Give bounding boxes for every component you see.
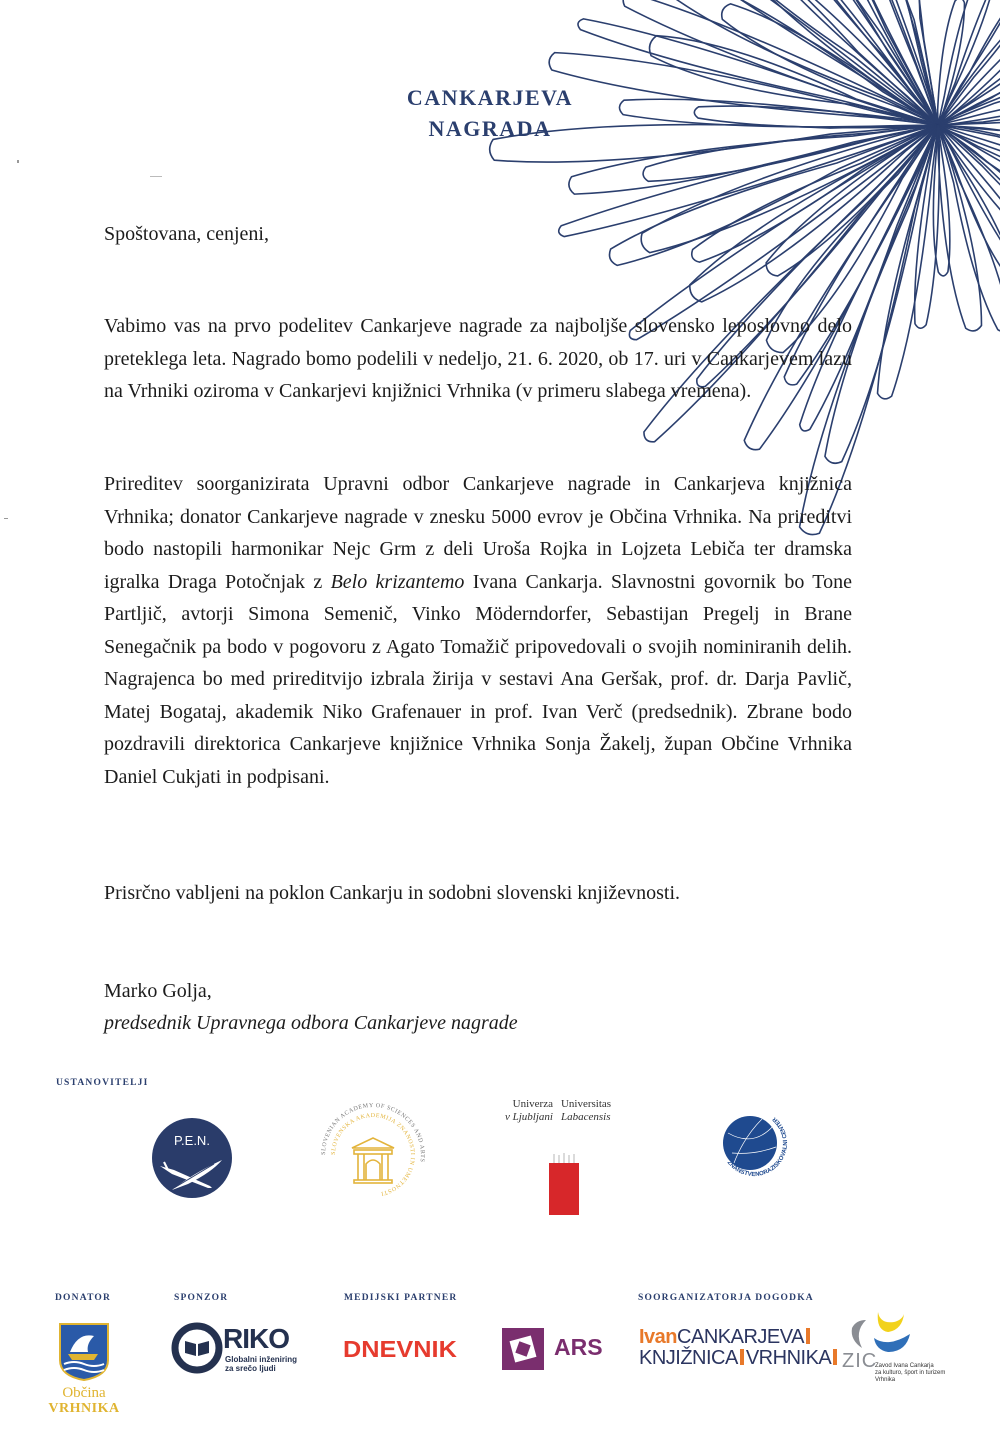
uni-text-4: Labacensis (560, 1111, 611, 1123)
flower-petal (643, 125, 938, 181)
flower-petal (623, 0, 938, 125)
obcina-vrhnika-wordmark (44, 1385, 124, 1417)
coorganizers-label: SOORGANIZATORJA DOGODKA (638, 1293, 814, 1303)
flower-petal (830, 0, 938, 125)
scan-speck (150, 176, 162, 177)
signature-role: predsednik Upravnega odbora Cankarjeve nagrade (104, 1012, 518, 1034)
flower-petal (736, 0, 938, 125)
media-partner-label: MEDIJSKI PARTNER (344, 1293, 458, 1303)
flower-petal (938, 0, 1000, 125)
flower-petal (694, 106, 938, 128)
flower-petal (938, 125, 1000, 332)
flower-petal (867, 0, 938, 125)
zic-tagline (875, 1363, 945, 1384)
flower-petal (734, 0, 938, 125)
university-red-block (549, 1163, 579, 1215)
flower-petal (825, 125, 938, 463)
riko-tagline (225, 1355, 297, 1373)
sazu-ring-text: SLOVENIAN ACADEMY OF SCIENCES AND ARTS (320, 1102, 426, 1163)
ck-bar (833, 1349, 837, 1365)
flower-petal (938, 62, 1000, 125)
flower-petal (650, 36, 938, 125)
title-line-1: CANKARJEVA (406, 85, 574, 110)
donor-label: DONATOR (55, 1293, 112, 1303)
sazu-ring-inner-text: SLOVENSKA AKADEMIJA ZNANOSTI IN UMETNOSTI (330, 1112, 416, 1197)
flower-petal (938, 0, 965, 125)
cankarjeva-knjiznica-logo (639, 1327, 839, 1369)
flower-petal (569, 125, 938, 194)
quill-dagger-icon (152, 1118, 232, 1198)
riko-tagline-1: Globalni inženiring (225, 1355, 297, 1364)
flower-petal (938, 0, 1000, 125)
ars-wordmark: ARS (554, 1334, 603, 1360)
uni-text-2: v Ljubljani (505, 1111, 553, 1123)
flower-petal (938, 125, 1000, 274)
paragraph-invitation: Vabimo vas na prvo podelitev Cankarjeve nagrade za najboljše slovensko leposlovno delo preteklega leta. Nagrado bomo podelili v nedeljo, 21. 6. 2020, ob 17. uri v Cankarjevem lazu na Vrhniki oziroma v Cankarjevi knjižnici Vrhnika (v primeru slabega vremena). (104, 315, 852, 402)
founders-label: USTANOVITELJI (56, 1078, 149, 1088)
flower-petal (766, 125, 938, 276)
zrc-ring-text: ZNANSTVENORAZISKOVALNI CENTER (725, 1115, 790, 1179)
title-line-2: NAGRADA (428, 116, 552, 141)
zic-tagline-3: Vrhnika (875, 1377, 896, 1383)
flower-petal (938, 115, 1000, 136)
donor-name-line-2: VRHNIKA (48, 1401, 120, 1416)
flower-petal (828, 0, 938, 125)
flower-petal (613, 0, 938, 125)
scan-speck (17, 160, 19, 163)
zic-logo (842, 1310, 952, 1392)
book-title: Belo krizantemo (330, 570, 465, 593)
ars-logo-mark (502, 1328, 544, 1370)
sazu-logo (318, 1100, 428, 1210)
flower-petal (878, 125, 938, 399)
flower-petal (938, 125, 1000, 168)
paragraph-program (104, 468, 852, 793)
flower-petal (938, 34, 1000, 125)
flower-petal (690, 125, 938, 302)
signature-name: Marko Golja, (104, 980, 212, 1002)
zrc-sazu-logo (714, 1103, 794, 1183)
flower-petal (549, 53, 938, 125)
flower-petal (784, 0, 938, 125)
flower-petal (938, 100, 1000, 125)
flower-petal (578, 19, 938, 125)
riko-book-icon (171, 1322, 223, 1374)
flower-petal (722, 4, 938, 125)
uni-text-3: Universitas (560, 1098, 612, 1110)
zic-mark-icon (844, 1310, 914, 1355)
ck-line-2b: VRHNIKA (745, 1347, 832, 1369)
flower-petal (745, 0, 938, 125)
flower-petal (938, 125, 1000, 311)
flower-petal (938, 38, 1000, 125)
university-ljubljana-wordmark (505, 1098, 619, 1124)
ck-line-1: CANKARJEVA (677, 1326, 804, 1348)
ck-bar (740, 1349, 744, 1365)
sponsor-label: SPONZOR (174, 1293, 229, 1303)
flower-petal (938, 125, 1000, 254)
scan-speck (4, 518, 8, 519)
flower-petal (703, 0, 938, 125)
salutation: Spoštovana, cenjeni, (104, 223, 269, 245)
flower-petal (938, 0, 1000, 125)
riko-tagline-2: za srečo ljudi (225, 1364, 276, 1373)
award-title (380, 82, 600, 144)
flower-petal (938, 125, 1000, 204)
paragraph-program-text-2: Ivana Cankarja. Slavnostni govornik bo Tone Partljič, avtorji Simona Semenič, Vinko Möderndorfer, Sebastijan Pregelj in Brane Senegačnik pa bodo v pogovoru z Agato Tomažič pripovedovali o svojih nominiranih delih. Nagrajenca bo med prireditvijo izbrala žirija v sestavi Ana Geršak, prof. dr. Darja Pavlič, Matej Bogataj, akademik Niko Grafenauer in prof. Ivan Verč (predsednik). Zbrane bodo pozdravili direktorica Cankarjeve knjižnice Vrhnika Sonja Žakelj, župan Občine Vrhnika Daniel Cukjati in podpisani. (104, 570, 852, 788)
riko-wordmark: RIKO (223, 1323, 289, 1354)
ck-ivan: Ivan (639, 1326, 678, 1348)
riko-logo (171, 1322, 301, 1377)
ck-line-2a: KNJIŽNICA (639, 1347, 738, 1369)
zic-tagline-2: za kulturo, šport in turizem (875, 1370, 946, 1376)
flower-petal (938, 125, 1000, 255)
uni-text-1: Univerza (512, 1098, 553, 1110)
flower-petal (915, 125, 940, 328)
flower-petal (938, 125, 982, 331)
flower-petal (689, 0, 938, 125)
pen-logo-text: P.E.N. (174, 1133, 210, 1148)
paragraph-program-text-1: Prireditev soorganizirata Upravni odbor Cankarjeve nagrade in Cankarjeva knjižnica Vrhnika; donator Cankarjeve nagrade v znesku 5000 evrov je Občina Vrhnika. Na prireditvi bodo nastopili harmonikar Nejc Grm z deli Uroša Rojka in Lojzeta Lebiča ter dramska igralka Draga Potočnjak z (104, 473, 852, 593)
flower-petal (848, 0, 938, 125)
flower-petal (619, 99, 938, 127)
flower-petal (933, 125, 949, 276)
flower-petal (938, 125, 1000, 241)
closing-line: Prisrčno vabljeni na poklon Cankarju in sodobni slovenski književnosti. (104, 882, 681, 904)
flower-petal (938, 0, 1000, 125)
donor-name-line-1: Občina (62, 1385, 106, 1401)
zic-wordmark: ZIC (842, 1350, 878, 1372)
arch-icon (352, 1138, 394, 1183)
dnevnik-logo: DNEVNIK (343, 1336, 457, 1362)
pen-logo (152, 1118, 232, 1198)
ck-bar (806, 1328, 810, 1344)
flower-petal (710, 0, 938, 125)
flower-petal (938, 0, 999, 125)
flower-petal (938, 125, 1000, 165)
vrhnika-coat-of-arms (58, 1322, 110, 1382)
zic-tagline-1: Zavod Ivana Cankarja (875, 1363, 934, 1369)
flower-petal (656, 0, 938, 125)
